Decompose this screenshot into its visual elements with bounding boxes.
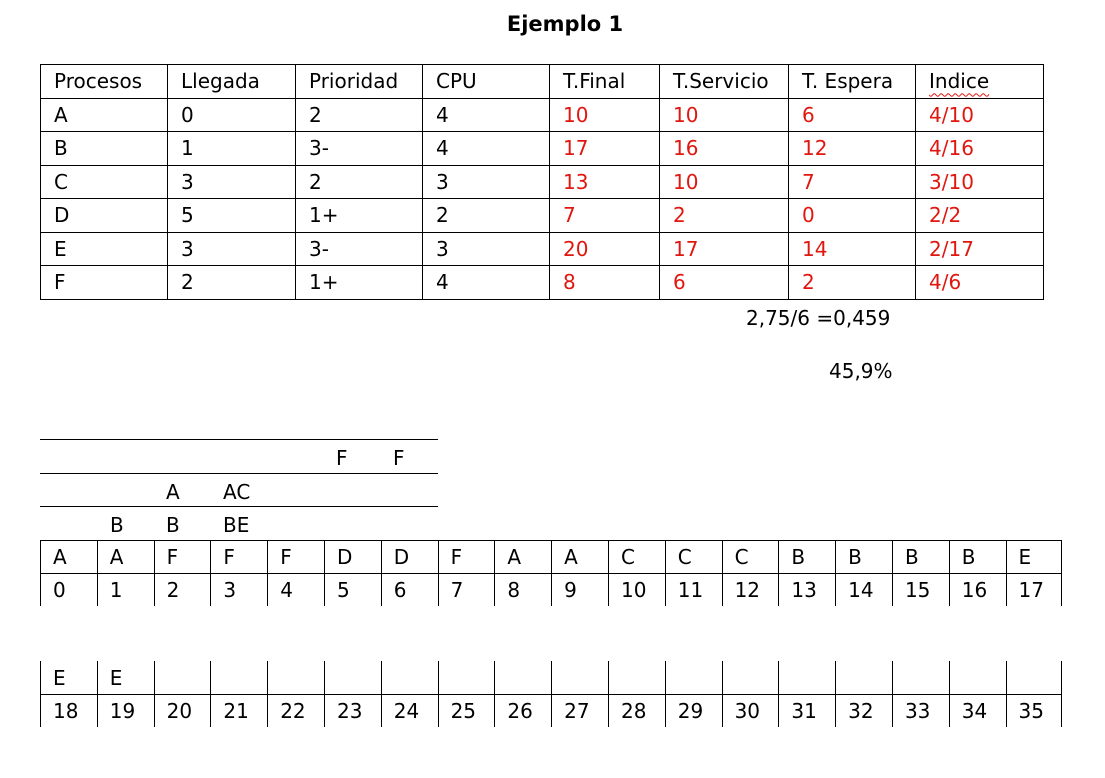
process-table — [40, 64, 1044, 300]
gantt-process-cell: A — [97, 540, 154, 573]
ratio-note: 2,75/6 =0,459 — [746, 306, 891, 330]
cell-t-espera: 7 — [789, 165, 916, 199]
cell-llegada: 5 — [168, 199, 296, 233]
gantt-process-cell: A — [551, 540, 608, 573]
cell-cpu: 4 — [423, 98, 550, 132]
cell-proceso: C — [41, 165, 168, 199]
cell-t-servicio: 10 — [660, 98, 789, 132]
gantt-process-cell: E — [1006, 540, 1063, 573]
gantt-process-cell: E — [40, 661, 97, 694]
gantt-tick-cell: 35 — [1006, 694, 1063, 727]
gantt-tick-cell: 8 — [494, 573, 551, 606]
gantt-tick-cell: 32 — [835, 694, 892, 727]
table-row — [41, 132, 1044, 166]
cell-llegada: 2 — [168, 266, 296, 300]
gantt-process-cell — [381, 661, 438, 694]
queue-prio3-entry: B — [110, 513, 124, 537]
gantt-tick-cell: 14 — [835, 573, 892, 606]
queue-line-1 — [40, 439, 438, 440]
cell-indice: 4/16 — [916, 132, 1044, 166]
gantt-process-cell: D — [381, 540, 438, 573]
gantt-process-cell: C — [722, 540, 779, 573]
gantt-process-cell: F — [210, 540, 267, 573]
cell-prioridad: 3- — [296, 132, 423, 166]
gantt-tick-cell: 19 — [97, 694, 154, 727]
gantt-process-row — [40, 661, 1062, 694]
cell-proceso: A — [41, 98, 168, 132]
table-row — [41, 165, 1044, 199]
cell-llegada: 3 — [168, 165, 296, 199]
gantt-tick-cell: 0 — [40, 573, 97, 606]
gantt-tick-cell: 4 — [267, 573, 324, 606]
gantt-tick-cell: 9 — [551, 573, 608, 606]
gantt-tick-cell: 27 — [551, 694, 608, 727]
gantt-tick-cell: 33 — [892, 694, 949, 727]
cell-t-servicio: 10 — [660, 165, 789, 199]
gantt-tick-cell: 2 — [154, 573, 211, 606]
cell-proceso: D — [41, 199, 168, 233]
cell-cpu: 3 — [423, 165, 550, 199]
gantt-tick-cell: 15 — [892, 573, 949, 606]
cell-t-espera: 14 — [789, 232, 916, 266]
cell-t-final: 17 — [550, 132, 660, 166]
header-t-servicio: T.Servicio — [660, 65, 789, 99]
gantt-tick-cell: 24 — [381, 694, 438, 727]
gantt-process-cell: D — [324, 540, 381, 573]
gantt-tick-cell: 31 — [778, 694, 835, 727]
cell-prioridad: 2 — [296, 165, 423, 199]
cell-llegada: 0 — [168, 98, 296, 132]
gantt-process-cell — [835, 661, 892, 694]
gantt-process-cell — [154, 661, 211, 694]
gantt-tick-cell: 29 — [665, 694, 722, 727]
table-row — [41, 199, 1044, 233]
cell-llegada: 3 — [168, 232, 296, 266]
gantt-tick-cell: 5 — [324, 573, 381, 606]
gantt-process-cell: C — [608, 540, 665, 573]
cell-llegada: 1 — [168, 132, 296, 166]
gantt-process-cell — [210, 661, 267, 694]
cell-cpu: 4 — [423, 132, 550, 166]
gantt-tick-cell: 28 — [608, 694, 665, 727]
cell-cpu: 3 — [423, 232, 550, 266]
cell-indice: 3/10 — [916, 165, 1044, 199]
queue-prio2-entry: A — [166, 480, 180, 504]
gantt-tick-cell: 22 — [267, 694, 324, 727]
gantt-tick-cell: 12 — [722, 573, 779, 606]
page-title: Ejemplo 1 — [506, 12, 624, 36]
header-llegada: Llegada — [168, 65, 296, 99]
cell-t-espera: 2 — [789, 266, 916, 300]
gantt-process-cell — [438, 661, 495, 694]
cell-t-final: 20 — [550, 232, 660, 266]
cell-indice: 4/6 — [916, 266, 1044, 300]
queue-prio3-entry: BE — [223, 513, 250, 537]
gantt-tick-cell: 16 — [949, 573, 1006, 606]
gantt-process-cell — [494, 661, 551, 694]
gantt-process-cell: F — [438, 540, 495, 573]
gantt-process-cell: F — [154, 540, 211, 573]
table-row — [41, 266, 1044, 300]
cell-t-servicio: 6 — [660, 266, 789, 300]
cell-t-final: 8 — [550, 266, 660, 300]
cell-cpu: 4 — [423, 266, 550, 300]
gantt-process-cell: A — [40, 540, 97, 573]
cell-prioridad: 2 — [296, 98, 423, 132]
gantt-process-cell — [1006, 661, 1063, 694]
cell-proceso: B — [41, 132, 168, 166]
gantt-process-cell: B — [778, 540, 835, 573]
table-row — [41, 232, 1044, 266]
cell-t-servicio: 2 — [660, 199, 789, 233]
cell-proceso: E — [41, 232, 168, 266]
cell-t-servicio: 16 — [660, 132, 789, 166]
cell-prioridad: 1+ — [296, 266, 423, 300]
gantt-process-cell — [722, 661, 779, 694]
queue-prio2-entry: AC — [223, 480, 251, 504]
gantt-process-cell — [551, 661, 608, 694]
gantt-tick-cell: 20 — [154, 694, 211, 727]
gantt-process-cell: B — [949, 540, 1006, 573]
cell-indice: 4/10 — [916, 98, 1044, 132]
gantt-tick-row — [40, 694, 1062, 727]
gantt-process-cell — [608, 661, 665, 694]
header-t-final: T.Final — [550, 65, 660, 99]
gantt-tick-cell: 13 — [778, 573, 835, 606]
gantt-tick-cell: 17 — [1006, 573, 1063, 606]
queue-prio1-entry: F — [336, 446, 348, 470]
queue-prio3-entry: B — [166, 513, 180, 537]
cell-prioridad: 1+ — [296, 199, 423, 233]
table-row — [41, 98, 1044, 132]
cell-t-final: 10 — [550, 98, 660, 132]
gantt-tick-cell: 3 — [210, 573, 267, 606]
gantt-process-cell: C — [665, 540, 722, 573]
queue-prio1-entry: F — [393, 446, 405, 470]
queue-line-2 — [40, 473, 438, 474]
percent-note: 45,9% — [829, 359, 893, 383]
cell-t-espera: 0 — [789, 199, 916, 233]
gantt-tick-cell: 7 — [438, 573, 495, 606]
cell-t-espera: 6 — [789, 98, 916, 132]
gantt-process-cell: B — [892, 540, 949, 573]
gantt-process-cell — [665, 661, 722, 694]
gantt-tick-cell: 21 — [210, 694, 267, 727]
gantt-process-cell — [324, 661, 381, 694]
gantt-process-cell — [778, 661, 835, 694]
gantt-tick-cell: 10 — [608, 573, 665, 606]
cell-proceso: F — [41, 266, 168, 300]
header-procesos: Procesos — [41, 65, 168, 99]
header-indice: Indice — [916, 65, 1044, 99]
gantt-tick-cell: 18 — [40, 694, 97, 727]
gantt-timeline-18-35 — [40, 661, 1062, 727]
header-cpu: CPU — [423, 65, 550, 99]
cell-cpu: 2 — [423, 199, 550, 233]
cell-prioridad: 3- — [296, 232, 423, 266]
gantt-tick-cell: 34 — [949, 694, 1006, 727]
gantt-process-cell: E — [97, 661, 154, 694]
gantt-tick-cell: 26 — [494, 694, 551, 727]
cell-indice: 2/2 — [916, 199, 1044, 233]
gantt-tick-cell: 25 — [438, 694, 495, 727]
gantt-process-cell — [949, 661, 1006, 694]
gantt-timeline-0-17 — [40, 540, 1062, 606]
cell-indice: 2/17 — [916, 232, 1044, 266]
header-t-espera: T. Espera — [789, 65, 916, 99]
header-prioridad: Prioridad — [296, 65, 423, 99]
gantt-tick-cell: 1 — [97, 573, 154, 606]
queue-line-3 — [40, 506, 438, 507]
cell-t-servicio: 17 — [660, 232, 789, 266]
table-header-row — [41, 65, 1044, 99]
gantt-tick-row — [40, 573, 1062, 606]
cell-t-final: 13 — [550, 165, 660, 199]
gantt-tick-cell: 23 — [324, 694, 381, 727]
cell-t-final: 7 — [550, 199, 660, 233]
gantt-process-cell: F — [267, 540, 324, 573]
gantt-process-cell: A — [494, 540, 551, 573]
gantt-process-row — [40, 540, 1062, 573]
gantt-process-cell: B — [835, 540, 892, 573]
gantt-tick-cell: 30 — [722, 694, 779, 727]
gantt-tick-cell: 6 — [381, 573, 438, 606]
gantt-tick-cell: 11 — [665, 573, 722, 606]
cell-t-espera: 12 — [789, 132, 916, 166]
gantt-process-cell — [267, 661, 324, 694]
gantt-process-cell — [892, 661, 949, 694]
